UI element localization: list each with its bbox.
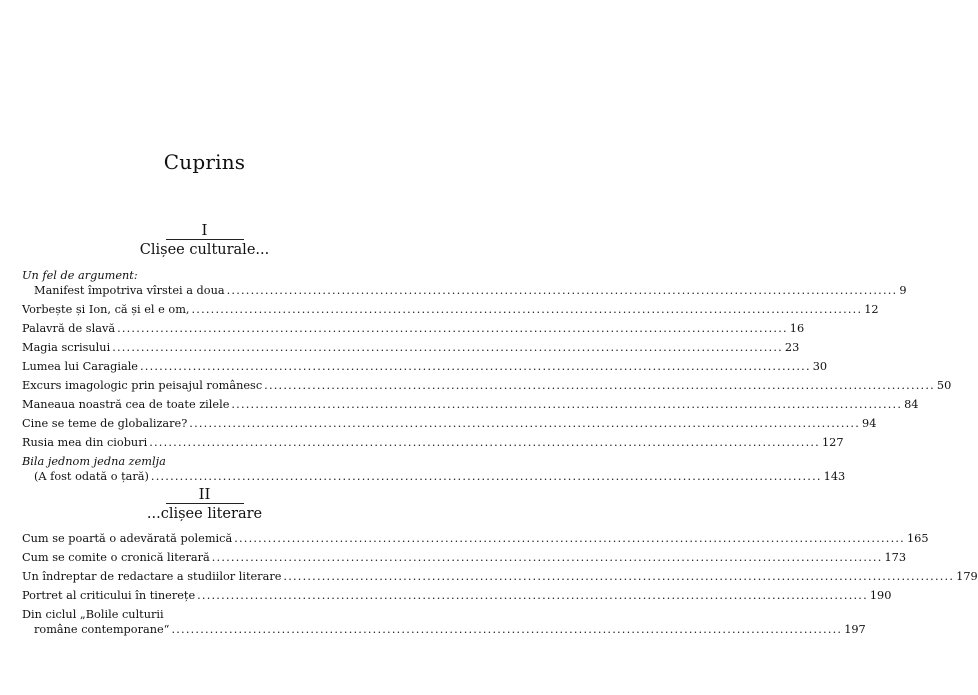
dot-leader: ............................................................................................................................................ [211, 551, 883, 564]
toc-entry [22, 378, 952, 393]
toc-entry-page: 94 [862, 417, 877, 430]
toc-entry-page: 143 [823, 470, 846, 483]
dot-leader: ............................................................................................................................................ [197, 589, 868, 602]
toc-entry-title: Palavră de slavă [22, 322, 116, 335]
toc-entry-title: Magia scrisului [22, 341, 111, 354]
toc-entry-page: 84 [904, 398, 919, 411]
dot-leader: ............................................................................................................................................ [150, 470, 822, 483]
dot-leader: ............................................................................................................................................ [117, 322, 788, 335]
dot-leader: ............................................................................................................................................ [140, 360, 811, 373]
toc-entry-page: 190 [869, 589, 892, 602]
toc-entry-title-cont: (A fost odată o țară) [34, 470, 149, 483]
toc-entry-page: 30 [812, 360, 828, 373]
section-1-lead: Un fel de argument: [22, 269, 138, 282]
toc-entry-title: Rusia mea din cioburi [22, 436, 148, 449]
toc-entry-title: Cum se comite o cronică literară [22, 551, 210, 564]
page-title: Cuprins [163, 150, 246, 174]
toc-entry-title: Din ciclul „Bolile culturii [22, 608, 164, 621]
toc-entry [22, 588, 892, 603]
toc-entry-title: Un îndreptar de redactare a studiilor literare [22, 570, 282, 583]
toc-entry [22, 359, 828, 374]
section-2-toc [22, 531, 978, 637]
toc-entry [22, 416, 877, 431]
toc-entry [22, 622, 866, 637]
toc-entry [22, 531, 929, 546]
toc-entry-title-cont: române contemporane“ [34, 623, 170, 636]
toc-entry-title: Lumea lui Caragiale [22, 360, 138, 373]
dot-leader: ............................................................................................................................................ [149, 436, 820, 449]
toc-entry-page: 12 [864, 303, 879, 316]
toc-entry [22, 550, 907, 565]
dot-leader: ............................................................................................................................................ [234, 532, 905, 545]
toc-entry-page: 127 [821, 436, 844, 449]
toc-entry [22, 435, 844, 450]
section-1-rule [166, 239, 244, 240]
dot-leader: ............................................................................................................................................ [112, 341, 783, 354]
toc-entry [22, 302, 879, 317]
dot-leader: ............................................................................................................................................ [283, 570, 955, 583]
toc-entry-page: 23 [784, 341, 800, 354]
dot-leader: ............................................................................................................................................ [226, 284, 898, 297]
toc-entry-page: 179 [956, 570, 978, 583]
section-2-title: ...clișee literare [146, 506, 263, 522]
toc-entry-title: Vorbește și Ion, că și el e om, [22, 303, 190, 316]
toc-entry [22, 340, 800, 355]
toc-entry-title: Bila jednom jedna zemlja [22, 455, 166, 468]
toc-entry-page: 16 [789, 322, 805, 335]
toc-entry-title: Cum se poartă o adevărată polemică [22, 532, 233, 545]
dot-leader: ............................................................................................................................................ [189, 417, 861, 430]
toc-entry-page: 197 [844, 623, 866, 636]
dot-leader: ............................................................................................................................................ [191, 303, 863, 316]
toc-entry [22, 569, 978, 584]
toc-entry-page: 165 [906, 532, 929, 545]
section-2-number: II [198, 485, 211, 503]
toc-entry-page: 173 [884, 551, 907, 564]
section-1-title: Clișee culturale... [139, 242, 270, 258]
toc-entry-page: 50 [936, 379, 952, 392]
dot-leader: ............................................................................................................................................ [171, 623, 843, 636]
toc-entry-title: Manifest împotriva vîrstei a doua [34, 284, 225, 297]
toc-entry-title: Maneaua noastră cea de toate zilele [22, 398, 230, 411]
toc-entry [22, 283, 907, 298]
dot-leader: ............................................................................................................................................ [264, 379, 935, 392]
toc-entry-title: Portret al criticului în tinerețe [22, 589, 196, 602]
toc-entry-title: Excurs imagologic prin peisajul românesc [22, 379, 263, 392]
toc-entry [22, 469, 846, 484]
section-1-number: I [201, 221, 208, 239]
toc-entry-page: 9 [899, 284, 907, 297]
toc-entry [22, 321, 805, 336]
dot-leader: ............................................................................................................................................ [231, 398, 903, 411]
toc-entry-title: Cine se teme de globalizare? [22, 417, 188, 430]
section-1-toc [22, 268, 952, 484]
section-2-rule [166, 503, 244, 504]
toc-entry [22, 397, 919, 412]
